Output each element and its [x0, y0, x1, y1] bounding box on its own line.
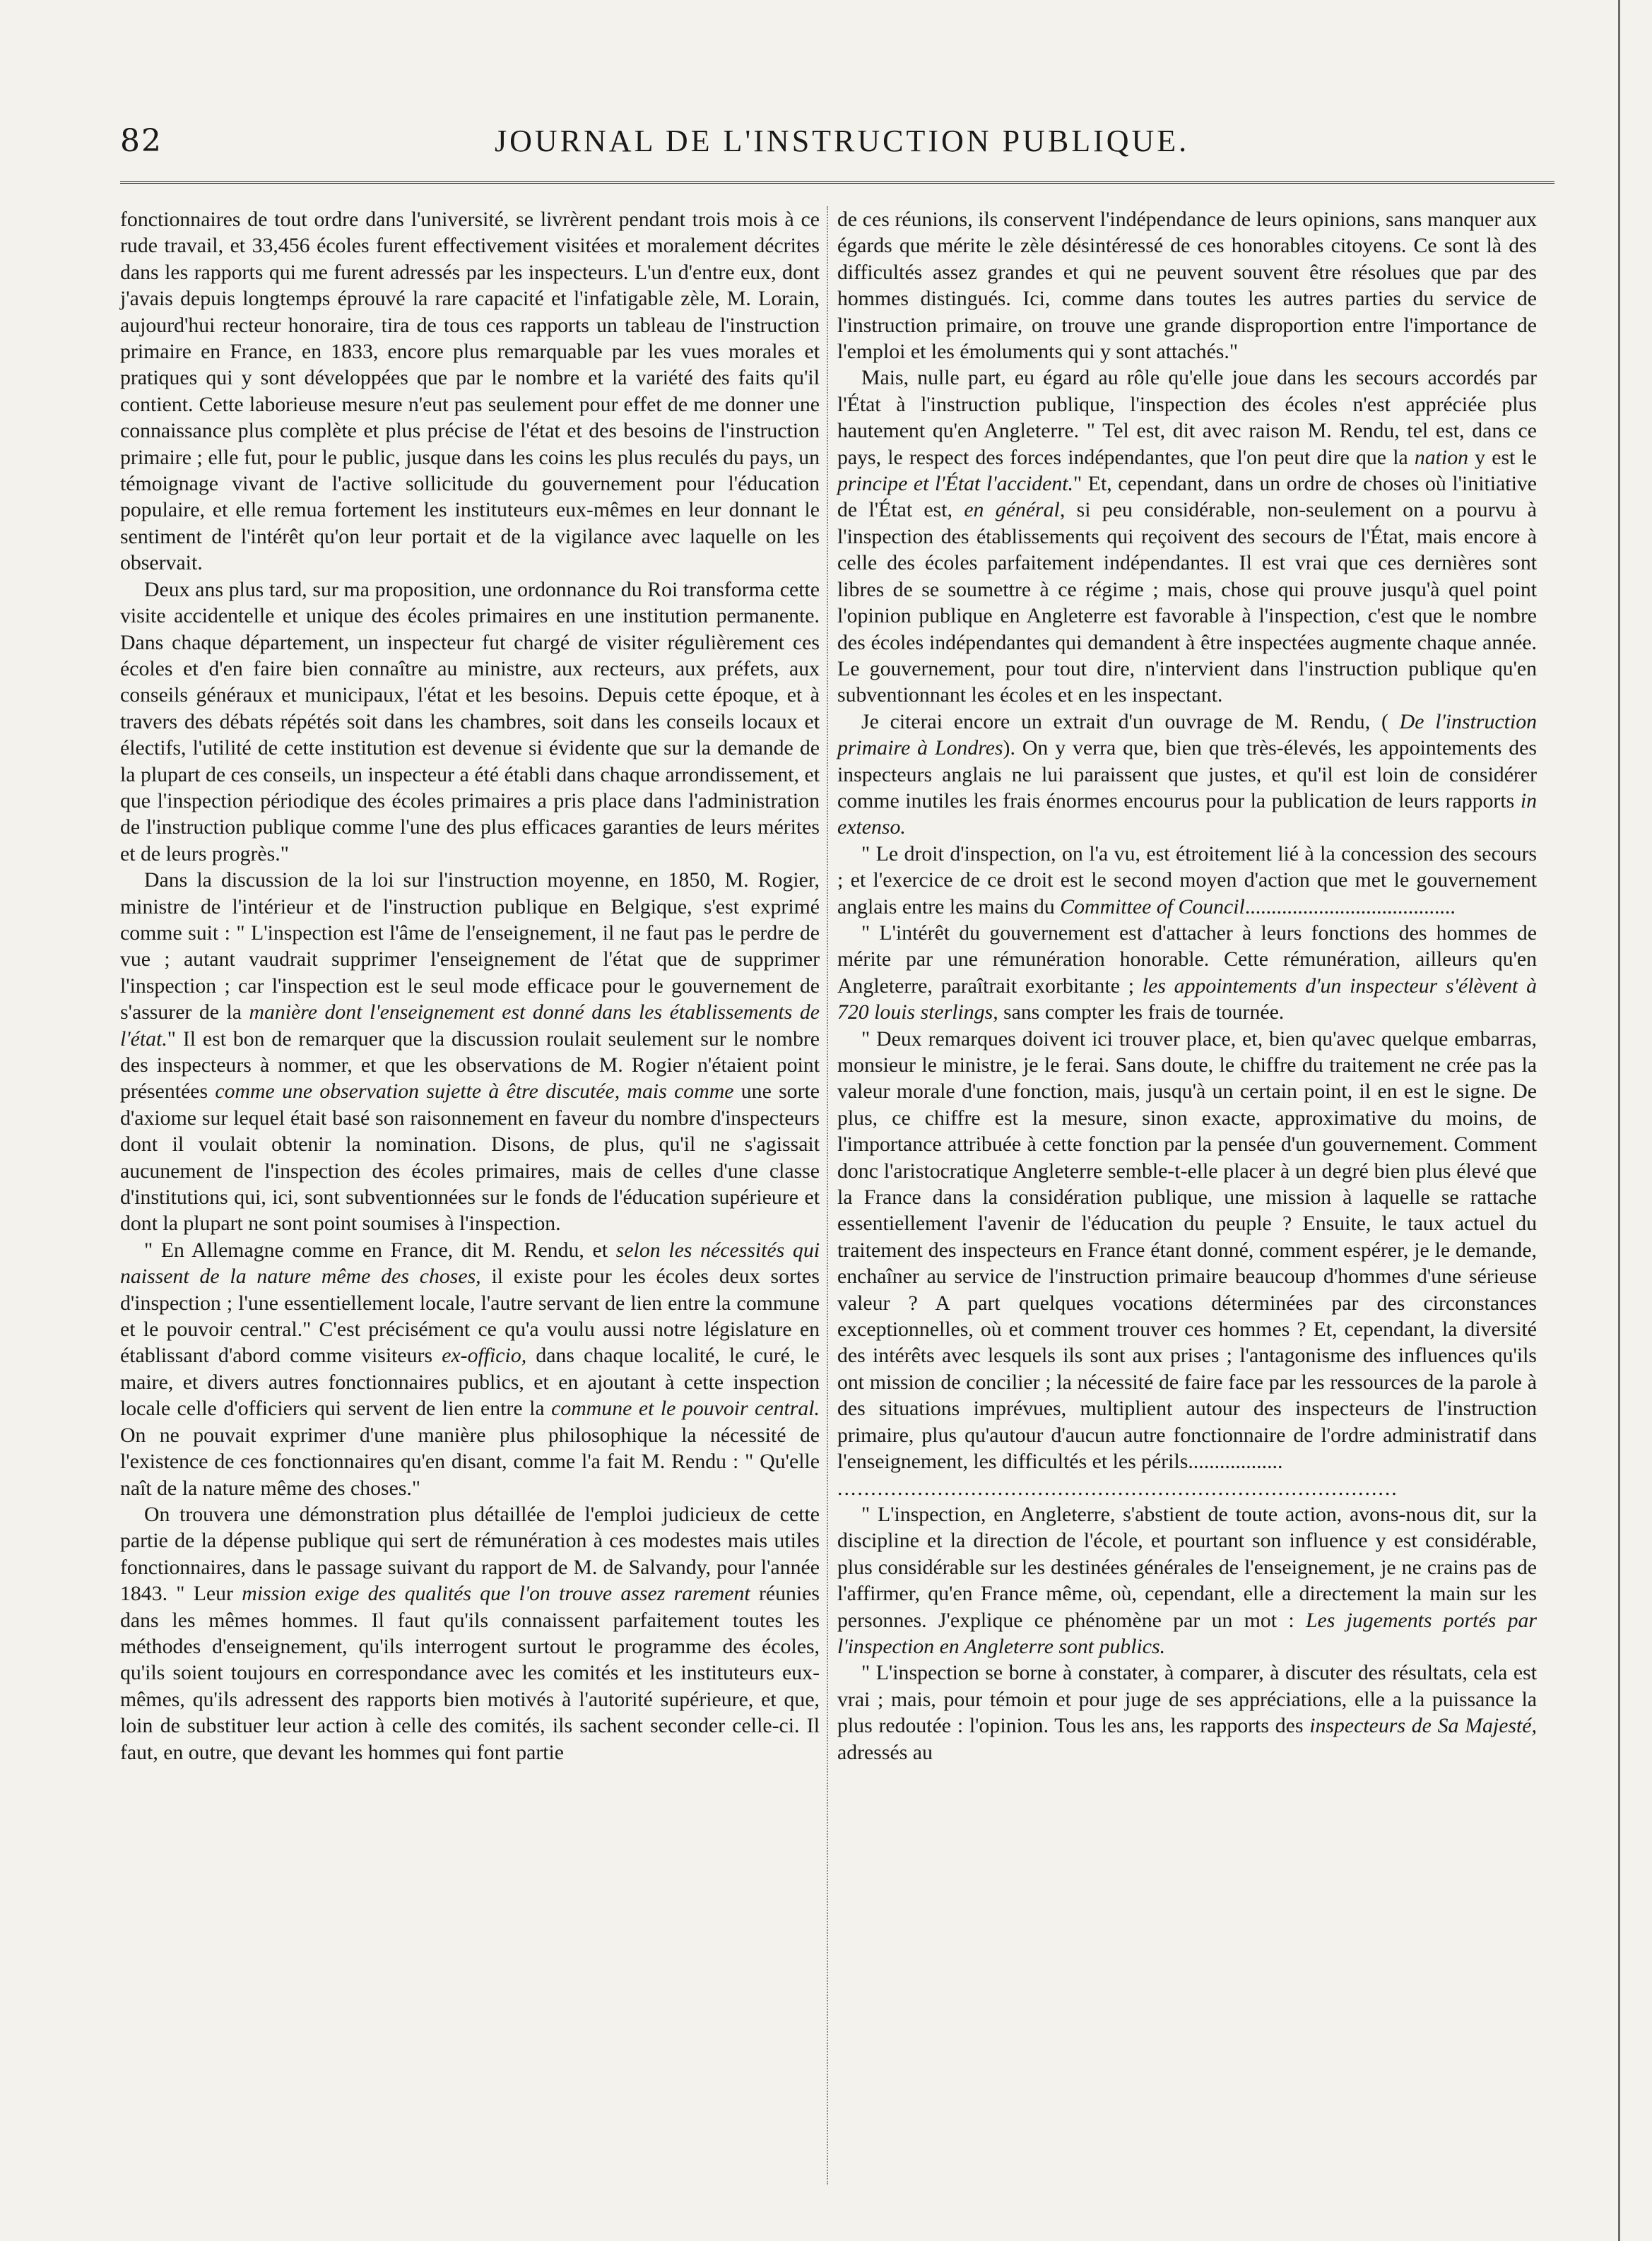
italic-run: Committee of Council [1060, 894, 1245, 918]
text-run: adressés au [837, 1740, 933, 1764]
paragraph [120, 1501, 820, 1766]
text-run: ). On y verra que, bien que très-élevés, les appointements des inspecteurs anglais ne lui paraissent que justes, et qu'il est loin de considérer comme inutiles les frais énormes encourus pour la publication de leurs rapports [837, 736, 1537, 812]
paragraph [837, 709, 1537, 841]
text-run: " Il est bon de remarquer que la discussion roulait seulement sur le nombre des inspecteurs à nommer, et que les observations de M. Rogier n'étaient point présentées [120, 1027, 820, 1104]
text-run: il existe pour les écoles deux sortes d'inspection ; l'une essentiellement locale, l'autre servant de lien entre la commune et le pouvoir central." C'est précisément ce qu'a voulu aussi notre législature en établissant d'abord comme visiteurs [120, 1265, 820, 1368]
text-run: On ne pouvait exprimer d'une manière plus philosophique la nécessité de l'existence de ces fonctionnaires qu'en disant, comme l'a fait M. Rendu : " Qu'elle naît de la nature même des choses." [120, 1423, 820, 1500]
page-header [120, 119, 1554, 168]
italic-run: De l'instruction primaire à Londres [837, 709, 1537, 760]
text-run: " L'inspection, en Angleterre, s'abstient de toute action, avons-nous dit, sur la discipline et la direction de l'école, et pourtant son influence y est considérable, plus considérable sur les destinées générales de l'enseignement, je ne crains pas de l'affirmer, qu'en France même, où, cependant, elle a directement la main sur les personnes. J'explique ce phénomène par un mot : [837, 1502, 1537, 1632]
dotted-separator: .................................................................................... [837, 1476, 1398, 1500]
text-run: On trouvera une démonstration plus détaillée de l'emploi judicieux de cette partie de la dépense publique qui sert de rémunération à ces modestes mais utiles fonctionnaires, dans le passage suivant du rapport de M. de Salvandy, pour l'année 1843. " Leur [120, 1502, 820, 1606]
paragraph [837, 1501, 1537, 1660]
column-divider [827, 206, 828, 2184]
italic-run: nation [1414, 445, 1469, 469]
paragraph [120, 867, 820, 1237]
text-run: " Le droit d'inspection, on l'a vu, est étroitement lié à la concession des secours ; et l'exercice de ce droit est le second moyen d'action que met le gouvernement anglais entre les mains du [837, 841, 1537, 918]
italic-run: les appointements d'un inspecteur s'élèvent à 720 louis sterlings, [837, 974, 1537, 1024]
italic-run: inspecteurs de Sa Majesté, [1309, 1714, 1537, 1738]
running-title: JOURNAL DE L'INSTRUCTION PUBLIQUE. [495, 124, 1190, 158]
italic-run: mission exige des qualités que l'on trouve assez rarement [242, 1582, 750, 1606]
paragraph: de ces réunions, ils conservent l'indépendance de leurs opinions, sans manquer aux égards que mérite le zèle désintéressé de ces honorables citoyens. Ce sont là des difficultés assez grandes et qui ne peuvent souvent être résolues que par des hommes distingués. Ici, comme dans toutes les autres parties du service de l'instruction primaire, on trouve une grande disproportion entre l'importance de l'emploi et les émoluments qui y sont attachés." [837, 208, 1537, 364]
page-edge-rule [1618, 0, 1620, 2241]
italic-run: ex-officio, [442, 1344, 527, 1368]
paragraph [837, 920, 1537, 1026]
italic-run: en général, [964, 498, 1066, 522]
text-run: réunies dans les mêmes hommes. Il faut qu'ils connaissent parfaitement toutes les méthodes d'enseignement, qu'ils interrogent surtout le programme des écoles, qu'ils soient toujours en correspondance avec les comités et les instituteurs eux-mêmes, qu'ils adressent des rapports bien motivés à l'autorité supérieure, et que, loin de substituer leur action à celle des comités, ils sachent seconder celle-ci. Il faut, en outre, que devant les hommes qui font partie [120, 1582, 820, 1764]
paragraph: fonctionnaires de tout ordre dans l'université, se livrèrent pendant trois mois à ce rude travail, et 33,456 écoles furent effectivement visitées et moralement décrites dans les rapports qui me furent adressés par les inspecteurs. L'un d'entre eux, dont j'avais depuis longtemps éprouvé la rare capacité et l'infatigable zèle, M. Lorain, aujourd'hui recteur honoraire, tira de tous ces rapports un tableau de l'instruction primaire en France, en 1833, encore plus remarquable par les vues morales et pratiques qui y sont développées que par le nombre et la variété des faits qu'il contient. Cette laborieuse mesure n'eut pas seulement pour effet de me donner une connaissance plus complète et plus précise de l'état et des besoins de l'instruction primaire ; elle fut, pour le public, jusque dans les coins les plus reculés du pays, un témoignage vivant de l'active sollicitude du gouvernement pour l'éducation populaire, et elle remua fortement les instituteurs eux-mêmes en leur donnant le sentiment de l'intérêt qu'on leur portait et de la vigilance avec laquelle on les observait. [120, 208, 820, 575]
text-run: " Et, cependant, dans un ordre de choses où l'initiative de l'État est, [837, 472, 1537, 522]
text-run: " Deux remarques doivent ici trouver place, et, bien qu'avec quelque embarras, monsieur le ministre, je le ferai. Sans doute, le chiffre du traitement ne crée pas la valeur morale d'une fonction, mais, jusqu'à un certain point, il en est le signe. De plus, ce chiffre est la mesure, sinon exacte, approximative du moins, de l'importance attribuée à cette fonction par la pensée d'un gouvernement. Comment donc l'aristocratique Angleterre semble-t-elle placer à un degré bien plus élevé que la France dans la considération publique, une mission à laquelle se rattache essentiellement l'avenir de l'éducation du peuple ? Ensuite, le taux actuel du traitement des inspecteurs en France étant donné, comment espérer, je le demande, enchaîner au service de l'instruction primaire beaucoup d'hommes d'une sérieuse valeur ? A part quelques vocations déterminées par des circonstances exceptionnelles, où et comment trouver ces hommes ? Et, cependant, la diversité des intérêts avec lesquels ils sont aux prises ; l'antagonisme des influences qu'ils ont mission de concilier ; la nécessité de faire face par les ressources de la parole à des situations imprévues, multiplient autour des inspecteurs de l'instruction primaire, plus qu'autour d'aucun autre fonctionnaire de l'ordre administratif dans l'enseignement, les difficultés et les périls [837, 1027, 1537, 1474]
text-run: si peu considérable, non-seulement on a pourvu à l'inspection des établissements qui reçoivent des secours de l'État, mais encore à celle des écoles parfaitement indépendantes. Il est vrai que ces dernières sont libres de se soumettre à ce régime ; mais, chose qui prouve jusqu'à quel point l'opinion publique en Angleterre est favorable à l'inspection, c'est que le nombre des écoles indépendantes qui demandent à être inspectées augmente chaque année. Le gouvernement, pour tout dire, n'intervient dans l'instruction publique qu'en subventionnant les écoles et en les inspectant. [837, 498, 1537, 707]
paragraph [837, 1660, 1537, 1766]
italic-run: comme une observation sujette à être discutée, mais comme [215, 1080, 734, 1104]
italic-run: selon les nécessités qui naissent de la nature même des choses, [120, 1238, 820, 1289]
header-rule [120, 181, 1554, 184]
italic-run: Les jugements portés par l'inspection en Angleterre sont publics. [837, 1608, 1537, 1658]
text-run: dans chaque localité, le curé, le maire, et divers autres fonctionnaires publics, et en ajoutant à cette inspection locale celle d'officiers qui servent de lien entre la [120, 1344, 820, 1421]
paragraph [837, 365, 1537, 708]
italic-run: principe et l'État l'accident. [837, 472, 1073, 496]
text-run: Je citerai encore un extrait d'un ouvrage de M. Rendu, ( [861, 709, 1400, 733]
text-run: " L'intérêt du gouvernement est d'attacher à leurs fonctions des hommes de mérite par une rémunération honorable. Cette rémunération, ailleurs qu'en Angleterre, paraîtrait exorbitante ; [837, 921, 1537, 998]
italic-run: in extenso. [837, 788, 1537, 839]
paragraph [837, 1026, 1537, 1475]
leader-dots: ........................................ [1244, 894, 1456, 918]
text-run: Mais, nulle part, eu égard au rôle qu'elle joue dans les secours accordés par l'État à l'instruction publique, l'inspection des écoles n'est appréciée plus hautement qu'en Angleterre. " Tel est, dit avec raison M. Rendu, tel est, dans ce pays, le respect des forces indépendantes, que l'on peut dire que la [837, 366, 1537, 469]
text-run: sans compter les frais de tournée. [998, 1000, 1285, 1024]
italic-run: manière dont l'enseignement est donné dans les établissements de l'état. [120, 1000, 820, 1051]
paragraph [120, 1237, 820, 1501]
text-run: une sorte d'axiome sur lequel était basé son raisonnement en faveur du nombre d'inspecteurs dont il voulait obtenir la nomination. Disons, de plus, qu'il ne s'agissait aucunement de l'inspection des écoles primaires, mais de celles d'une classe d'institutions qui, ici, sont subventionnées sur le fonds de l'éducation supérieure et dont la plupart ne sont point soumises à l'inspection. [120, 1080, 820, 1236]
text-run: " En Allemagne comme en France, dit M. Rendu, et [144, 1238, 616, 1262]
text-run: " L'inspection se borne à constater, à comparer, à discuter des résultats, cela est vrai ; mais, pour témoin et pour juge de ses appréciations, elle a la puissance la plus redoutée : l'opinion. Tous les ans, les rapports des [837, 1661, 1537, 1738]
leader-dots: .................. [1188, 1450, 1283, 1474]
italic-run: commune et le pouvoir central. [551, 1397, 820, 1421]
text-run: y est le [1468, 445, 1537, 469]
text-run: Dans la discussion de la loi sur l'instruction moyenne, en 1850, M. Rogier, ministre de l'intérieur et de l'instruction publique en Belgique, s'est exprimé comme suit : " L'inspection est l'âme de l'enseignement, il ne faut pas le perdre de vue ; autant vaudrait supprimer l'enseignement de l'état que de supprimer l'inspection ; car l'inspection est le seul mode efficace pour le gouvernement de s'assurer de la [120, 868, 820, 1024]
paragraph [837, 841, 1537, 920]
right-column [837, 206, 1537, 1766]
left-column [120, 206, 820, 1766]
page-number: 82 [120, 123, 163, 159]
paragraph: Deux ans plus tard, sur ma proposition, une ordonnance du Roi transforma cette visite accidentelle et unique des écoles primaires en une institution permanente. Dans chaque département, un inspecteur fut chargé de visiter régulièrement ces écoles et d'en faire bien connaître au ministre, aux recteurs, aux préfets, aux conseils généraux et municipaux, l'état et les besoins. Depuis cette époque, et à travers des débats répétés soit dans les chambres, soit dans les conseils locaux et électifs, l'utilité de cette institution est devenue si évidente que sur la demande de la plupart de ces conseils, un inspecteur a été établi dans chaque arrondissement, et que l'inspection périodique des écoles primaires a pris place dans l'administration de l'instruction publique comme l'une des plus efficaces garanties de leurs mérites et de leurs progrès." [120, 577, 820, 865]
